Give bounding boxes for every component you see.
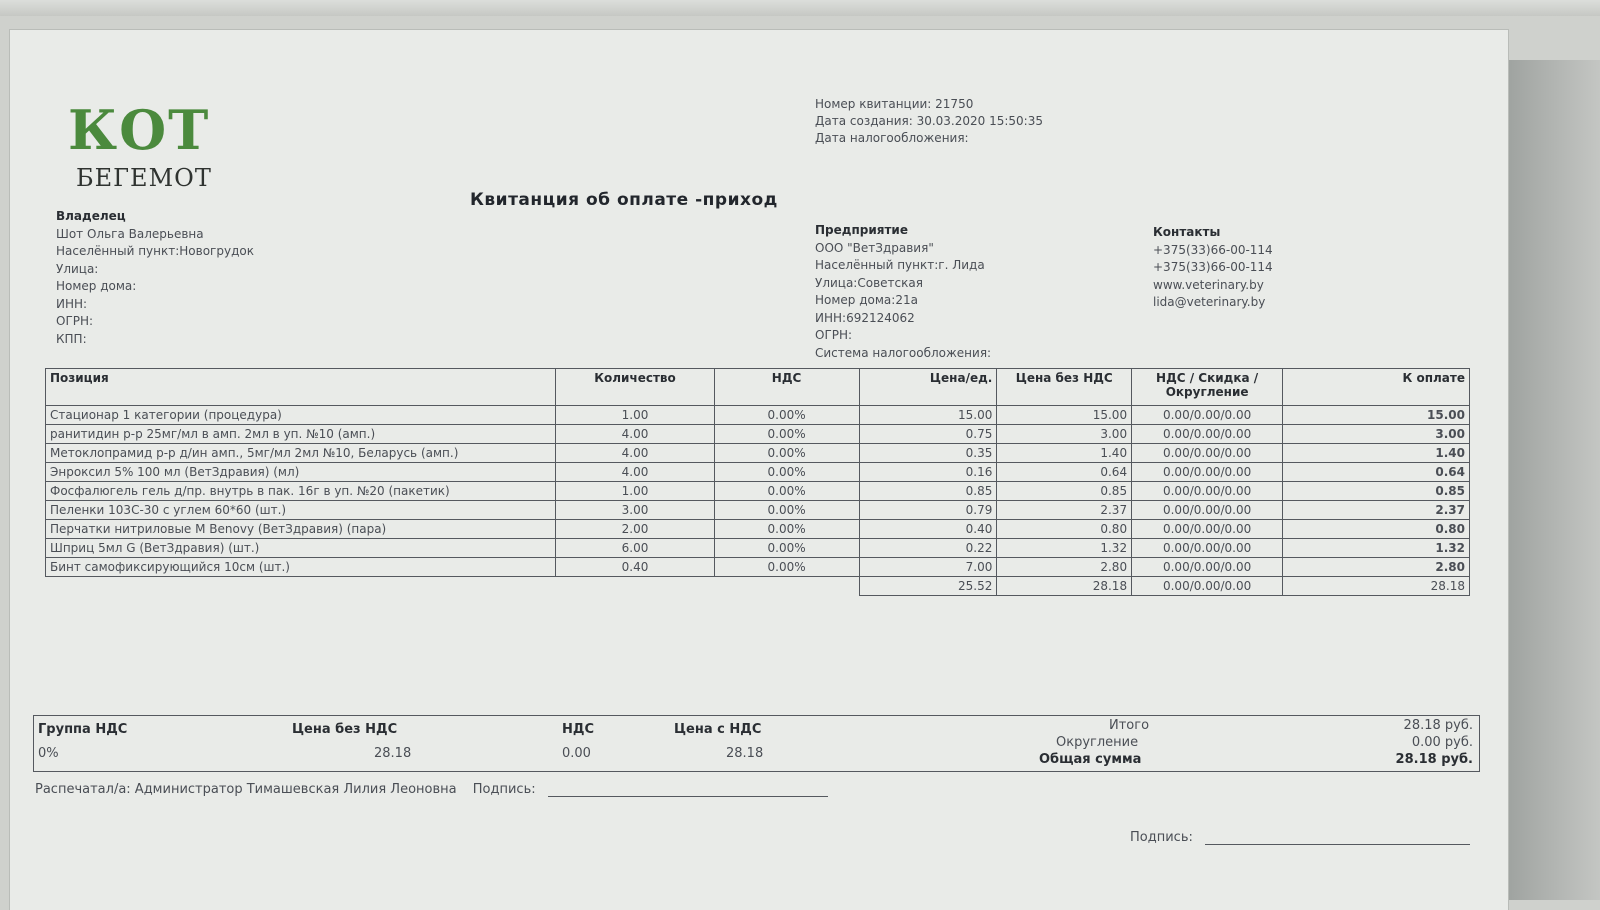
col-header-position: Позиция <box>46 369 556 406</box>
cell-vat-discount: 0.00/0.00/0.00 <box>1132 425 1283 444</box>
vat-with-vat-label: Цена с НДС <box>674 722 762 737</box>
cell-vat: 0.00% <box>714 463 859 482</box>
creation-date: Дата создания: 30.03.2020 15:50:35 <box>815 114 1043 128</box>
cell-to-pay: 2.37 <box>1283 501 1470 520</box>
cell-position: Пеленки 103С-30 с углем 60*60 (шт.) <box>46 501 556 520</box>
col-header-to-pay: К оплате <box>1283 369 1470 406</box>
cell-to-pay: 2.80 <box>1283 558 1470 577</box>
table-row <box>46 558 1470 577</box>
cell-unit-price: 0.85 <box>859 482 997 501</box>
vat-summary-box <box>33 715 1480 772</box>
total-unit-price: 25.52 <box>859 577 997 596</box>
owner-line: Улица: <box>56 261 99 276</box>
totals-blank <box>46 577 556 596</box>
cell-quantity: 0.40 <box>556 558 714 577</box>
table-row <box>46 463 1470 482</box>
logo-sub-text: БЕГЕМОТ <box>76 164 212 192</box>
totals-blank <box>556 577 714 596</box>
cell-vat: 0.00% <box>714 482 859 501</box>
cell-vat-discount: 0.00/0.00/0.00 <box>1132 501 1283 520</box>
window-top-strip <box>0 0 1600 16</box>
cell-quantity: 4.00 <box>556 425 714 444</box>
table-header-row <box>46 369 1470 406</box>
printed-by-text: Распечатал/а: Администратор Тимашевская Лилия Леоновна <box>35 782 457 797</box>
totals-row <box>46 577 1470 596</box>
logo-main-text: КОТ <box>68 98 211 162</box>
cell-vat: 0.00% <box>714 558 859 577</box>
tax-date: Дата налогообложения: <box>815 131 969 145</box>
cell-position: Шприц 5мл G (ВетЗдравия) (шт.) <box>46 539 556 558</box>
cell-price-no-vat: 3.00 <box>997 425 1132 444</box>
cell-to-pay: 0.64 <box>1283 463 1470 482</box>
cell-unit-price: 7.00 <box>859 558 997 577</box>
owner-line: ОГРН: <box>56 314 94 328</box>
cell-to-pay: 0.80 <box>1283 520 1470 539</box>
cell-quantity: 3.00 <box>556 501 714 520</box>
cell-position: Перчатки нитриловые M Benovy (ВетЗдравия) (пара) <box>46 520 556 539</box>
grand-total-value: 28.18 руб. <box>1395 752 1473 767</box>
cell-position: Бинт самофиксирующийся 10см (шт.) <box>46 558 556 577</box>
totals-blank <box>714 577 859 596</box>
second-signature <box>1130 830 1470 845</box>
cell-vat: 0.00% <box>714 444 859 463</box>
signature-label-2: Подпись: <box>1130 830 1193 845</box>
vat-no-vat-label: Цена без НДС <box>292 722 398 737</box>
vat-with-vat-value: 28.18 <box>726 746 764 761</box>
cell-vat: 0.00% <box>714 520 859 539</box>
receipt-number: Номер квитанции: 21750 <box>815 97 974 111</box>
cell-quantity: 4.00 <box>556 444 714 463</box>
cell-price-no-vat: 2.80 <box>997 558 1132 577</box>
table-row <box>46 539 1470 558</box>
signature-line-2 <box>1205 844 1470 845</box>
total-price-no-vat: 28.18 <box>997 577 1132 596</box>
cell-position: ранитидин р-р 25мг/мл в амп. 2мл в уп. №10 (амп.) <box>46 425 556 444</box>
col-header-price-no-vat: Цена без НДС <box>997 369 1132 406</box>
cell-price-no-vat: 1.32 <box>997 539 1132 558</box>
owner-line: Населённый пункт:Новогрудок <box>56 244 254 258</box>
company-block <box>815 222 991 362</box>
cell-unit-price: 0.79 <box>859 501 997 520</box>
contacts-block <box>1153 224 1273 312</box>
table-row <box>46 482 1470 501</box>
cell-unit-price: 0.22 <box>859 539 997 558</box>
cell-price-no-vat: 1.40 <box>997 444 1132 463</box>
document-title: Квитанция об оплате -приход <box>470 190 778 210</box>
cell-unit-price: 0.35 <box>859 444 997 463</box>
col-header-unit-price: Цена/ед. <box>859 369 997 406</box>
cell-price-no-vat: 0.80 <box>997 520 1132 539</box>
cell-unit-price: 0.40 <box>859 520 997 539</box>
cell-vat: 0.00% <box>714 501 859 520</box>
cell-position: Фосфалюгель гель д/пр. внутрь в пак. 16г в уп. №20 (пакетик) <box>46 482 556 501</box>
owner-block <box>56 208 254 348</box>
table-row <box>46 406 1470 425</box>
signature-line <box>548 796 828 797</box>
cell-to-pay: 0.85 <box>1283 482 1470 501</box>
cell-quantity: 1.00 <box>556 482 714 501</box>
grand-total-label: Общая сумма <box>1039 752 1142 767</box>
contact-phone: +375(33)66-00-114 <box>1153 260 1273 274</box>
table-row <box>46 444 1470 463</box>
owner-line: КПП: <box>56 331 87 346</box>
cell-position: Стационар 1 категории (процедура) <box>46 406 556 425</box>
col-header-vat: НДС <box>714 369 859 406</box>
company-line: Система налогообложения: <box>815 345 992 360</box>
cell-position: Метоклопрамид р-р д/ин амп., 5мг/мл 2мл №10, Беларусь (амп.) <box>46 444 556 463</box>
total-value: 28.18 руб. <box>1403 718 1473 733</box>
contact-phone: +375(33)66-00-114 <box>1153 242 1273 257</box>
page-shadow <box>1508 60 1600 900</box>
cell-quantity: 4.00 <box>556 463 714 482</box>
col-header-vat-discount: НДС / Скидка / Округление <box>1132 369 1283 406</box>
total-vat-discount: 0.00/0.00/0.00 <box>1132 577 1283 596</box>
items-table <box>45 368 1470 596</box>
cell-position: Энроксил 5% 100 мл (ВетЗдравия) (мл) <box>46 463 556 482</box>
signature-label: Подпись: <box>472 782 536 797</box>
table-row <box>46 425 1470 444</box>
company-line: Улица:Советская <box>815 275 923 290</box>
cell-vat-discount: 0.00/0.00/0.00 <box>1132 520 1283 539</box>
owner-header: Владелец <box>56 209 126 223</box>
vat-vat-value: 0.00 <box>562 746 591 761</box>
contact-email: lida@veterinary.by <box>1153 295 1266 309</box>
cell-to-pay: 3.00 <box>1283 425 1470 444</box>
cell-to-pay: 1.40 <box>1283 444 1470 463</box>
contact-website: www.veterinary.by <box>1153 277 1264 292</box>
owner-line: Шот Ольга Валерьевна <box>56 226 204 241</box>
company-line: ИНН:692124062 <box>815 310 915 325</box>
vat-vat-label: НДС <box>562 722 594 737</box>
contacts-header: Контакты <box>1153 225 1221 239</box>
table-row <box>46 520 1470 539</box>
company-line: ОГРН: <box>815 328 853 342</box>
rounding-label: Округление <box>1056 735 1139 750</box>
cell-price-no-vat: 0.85 <box>997 482 1132 501</box>
cell-vat: 0.00% <box>714 539 859 558</box>
cell-price-no-vat: 15.00 <box>997 406 1132 425</box>
cell-vat: 0.00% <box>714 425 859 444</box>
company-header: Предприятие <box>815 223 908 237</box>
cell-vat-discount: 0.00/0.00/0.00 <box>1132 463 1283 482</box>
cell-to-pay: 1.32 <box>1283 539 1470 558</box>
rounding-value: 0.00 руб. <box>1411 735 1473 750</box>
vat-no-vat-value: 28.18 <box>374 746 412 761</box>
company-logo <box>68 98 238 198</box>
cell-price-no-vat: 2.37 <box>997 501 1132 520</box>
cell-unit-price: 0.75 <box>859 425 997 444</box>
company-line: Номер дома:21а <box>815 293 918 307</box>
total-label: Итого <box>1109 718 1150 733</box>
table-row <box>46 501 1470 520</box>
cell-vat-discount: 0.00/0.00/0.00 <box>1132 406 1283 425</box>
cell-unit-price: 0.16 <box>859 463 997 482</box>
cell-vat-discount: 0.00/0.00/0.00 <box>1132 444 1283 463</box>
cell-unit-price: 15.00 <box>859 406 997 425</box>
owner-line: ИНН: <box>56 296 88 311</box>
cell-vat: 0.00% <box>714 406 859 425</box>
cell-quantity: 6.00 <box>556 539 714 558</box>
cell-quantity: 1.00 <box>556 406 714 425</box>
company-line: Населённый пункт:г. Лида <box>815 258 985 272</box>
receipt-meta <box>815 96 1043 147</box>
cell-quantity: 2.00 <box>556 520 714 539</box>
vat-group-label: Группа НДС <box>38 722 128 737</box>
cell-to-pay: 15.00 <box>1283 406 1470 425</box>
vat-group-value: 0% <box>38 746 59 761</box>
cell-price-no-vat: 0.64 <box>997 463 1132 482</box>
printed-by-line <box>35 782 828 797</box>
cell-vat-discount: 0.00/0.00/0.00 <box>1132 482 1283 501</box>
col-header-quantity: Количество <box>556 369 714 406</box>
company-line: ООО "ВетЗдравия" <box>815 240 934 255</box>
total-to-pay: 28.18 <box>1283 577 1470 596</box>
owner-line: Номер дома: <box>56 279 137 293</box>
cell-vat-discount: 0.00/0.00/0.00 <box>1132 539 1283 558</box>
cell-vat-discount: 0.00/0.00/0.00 <box>1132 558 1283 577</box>
